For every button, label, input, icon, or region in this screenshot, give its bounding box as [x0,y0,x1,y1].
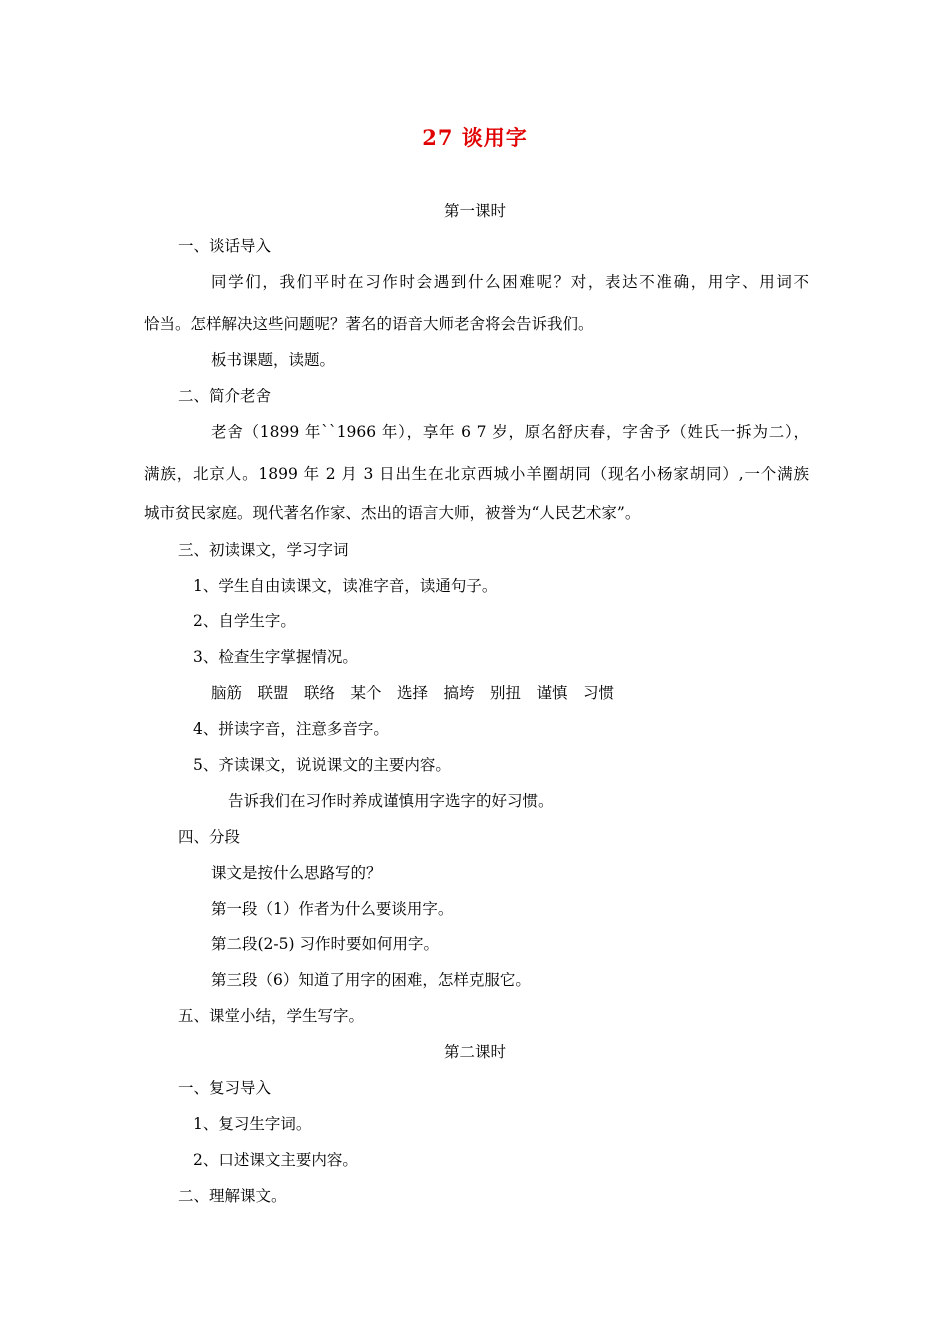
paragraph-board-title: 板书课题，读题。 [211,351,336,369]
segment-3: 第三段（6）知道了用字的困难，怎样克服它。 [211,971,531,989]
document-title: 27 谈用字 [422,125,528,150]
heading-laoshe-intro: 二、简介老舍 [178,387,272,405]
list-item-1: 1、学生自由读课文，读准字音，读通句子。 [193,577,498,595]
paragraph-laoshe-line-3: 城市贫民家庭。现代著名作家、杰出的语言大师，被誉为“人民艺术家”。 [144,504,641,522]
section-heading-lesson-2: 第二课时 [443,1043,506,1061]
section-heading-lesson-1: 第一课时 [443,202,506,220]
segment-2: 第二段(2-5) 习作时要如何用字。 [211,935,439,953]
heading-segmentation: 四、分段 [178,828,241,846]
list-item-3: 3、检查生字掌握情况。 [193,648,358,666]
heading-class-summary: 五、课堂小结，学生写字。 [178,1007,365,1025]
heading-review-intro: 一、复习导入 [178,1079,272,1097]
list-item-2: 2、自学生字。 [193,612,296,630]
paragraph-intro-line-2: 恰当。怎样解决这些问题呢？著名的语音大师老舍将会告诉我们。 [144,315,594,333]
segment-1: 第一段（1）作者为什么要谈用字。 [211,900,454,918]
list-item-5: 5、齐读课文，说说课文的主要内容。 [193,756,451,774]
review-item-1: 1、复习生字词。 [193,1115,312,1133]
question-text-structure: 课文是按什么思路写的？ [211,864,382,882]
heading-understand-text: 二、理解课文。 [178,1187,287,1205]
vocabulary-words: 脑筋 联盟 联络 某个 选择 搞垮 别扭 谨慎 习惯 [211,684,615,702]
heading-first-reading: 三、初读课文，学习字词 [178,541,349,559]
paragraph-laoshe-line-2: 满族，北京人。1899 年 2 月 3 日出生在北京西城小羊圈胡同（现名小杨家胡同）,一个满族 [144,465,809,483]
paragraph-laoshe-line-1: 老舍（1899 年``1966 年），享年 6 7 岁，原名舒庆春，字舍予（姓氏一拆为二）， [211,423,809,441]
review-item-2: 2、口述课文主要内容。 [193,1151,358,1169]
list-item-4: 4、拼读字音，注意多音字。 [193,720,389,738]
heading-conversation-intro: 一、谈话导入 [178,237,272,255]
paragraph-intro-line-1: 同学们，我们平时在习作时会遇到什么困难呢？对，表达不准确，用字、用词不 [211,273,809,291]
main-content-summary: 告诉我们在习作时养成谨慎用字选字的好习惯。 [228,792,554,810]
